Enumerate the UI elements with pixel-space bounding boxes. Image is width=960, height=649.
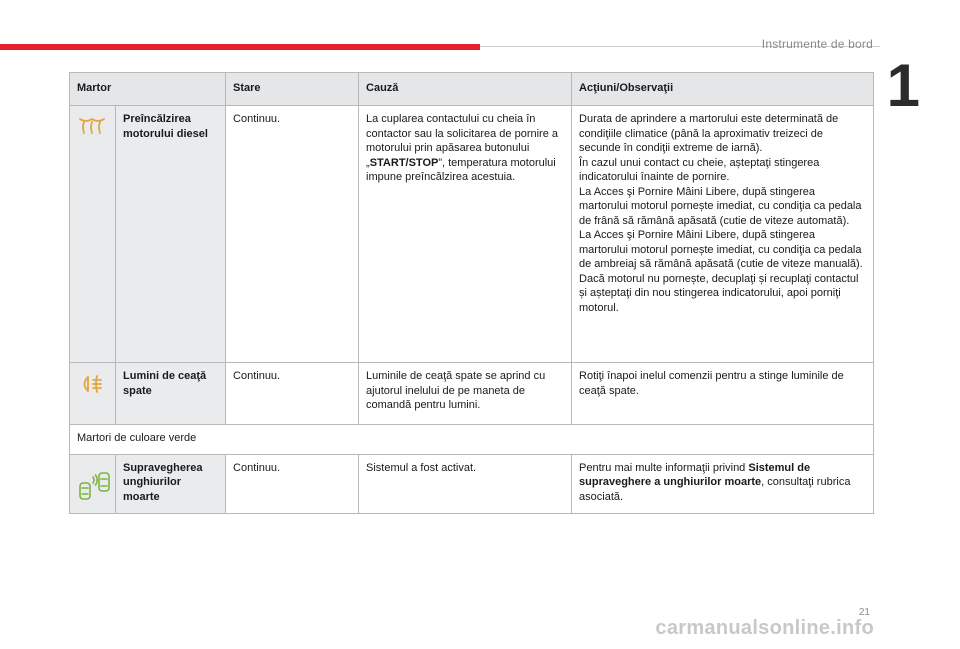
cause-text-end: ”, temperatura motorului impune preîncălzirea acestuia. <box>366 156 556 183</box>
table-row <box>70 363 874 425</box>
watermark: carmanualsonline.info <box>655 617 874 639</box>
indicator-name: Supravegherea unghiurilor moarte <box>116 454 226 514</box>
action-paragraph: La Acces şi Pornire Mâini Libere, după stingerea martorului motorul pornește imediat, cu condiţia ca pedala de frână să rămână apăsată (cutie de viteze automată). <box>579 185 862 227</box>
cause-text: La cuplarea contactului cu cheia în contactor sau la solicitarea de pornire a motorului prin apăsarea butonului „ <box>366 113 559 169</box>
table-row <box>70 454 874 514</box>
icon-cell <box>70 454 116 514</box>
action-link-text: Sistemul de supraveghere a unghiurilor moarte <box>579 461 811 488</box>
column-header-stare: Stare <box>226 73 359 106</box>
chapter-number: 1 <box>886 52 920 119</box>
cause-bold-text: START/STOP <box>369 156 439 169</box>
header-accent-bar <box>0 44 480 50</box>
icon-cell <box>70 106 116 363</box>
section-label: Martori de culoare verde <box>70 425 874 455</box>
indicator-action: Rotiţi înapoi inelul comenzii pentru a stinge luminile de ceaţă spate. <box>572 363 874 425</box>
column-header-martor: Martor <box>70 73 226 106</box>
indicator-name: Lumini de ceaţă spate <box>116 363 226 425</box>
action-paragraph: Dacă motorul nu pornește, decuplaţi și recuplaţi contactul și așteptaţi din nou stingerea indicatorului, apoi porniţi motorul. <box>579 272 859 314</box>
indicator-action <box>572 454 874 514</box>
action-paragraph: Durata de aprindere a martorului este determinată de condiţiile climatice (până la aproximativ treizeci de secunde în condiţii extreme de iarnă). <box>579 113 839 154</box>
indicator-state: Continuu. <box>226 454 359 514</box>
indicator-cause: Luminile de ceaţă spate se aprind cu ajutorul inelului de pe maneta de comandă pentru lumini. <box>359 363 572 425</box>
section-row <box>70 425 874 455</box>
table-row <box>70 106 874 363</box>
column-header-actiuni: Acţiuni/Observaţii <box>572 73 874 106</box>
page-number: 21 <box>858 607 870 618</box>
icon-cell <box>70 363 116 425</box>
section-title: Instrumente de bord <box>761 37 873 51</box>
indicator-state: Continuu. <box>226 106 359 363</box>
action-text: Pentru mai multe informaţii privind <box>579 461 749 474</box>
action-paragraph: La Acces şi Pornire Mâini Libere, după stingerea martorului motorul pornește imediat, cu condiţia ca pedala de ambreiaj să rămână apăsată (cutie de viteze manuală). <box>579 229 863 270</box>
indicator-cause <box>359 106 572 363</box>
action-text-end: , consultaţi rubrica asociată. <box>579 476 851 503</box>
column-header-cauza: Cauză <box>359 73 572 106</box>
glow-plug-icon <box>77 116 107 141</box>
indicator-state: Continuu. <box>226 363 359 425</box>
action-paragraph: În cazul unui contact cu cheie, așteptaţi stingerea indicatorului înainte de pornire. <box>579 156 820 183</box>
blind-spot-monitoring-icon <box>77 471 113 506</box>
indicator-cause: Sistemul a fost activat. <box>359 454 572 514</box>
indicator-action <box>572 106 874 363</box>
warning-lights-table <box>69 72 874 514</box>
rear-fog-light-icon <box>77 373 105 400</box>
indicator-name: Preîncălzirea motorului diesel <box>116 106 226 363</box>
table-header-row <box>70 73 874 106</box>
